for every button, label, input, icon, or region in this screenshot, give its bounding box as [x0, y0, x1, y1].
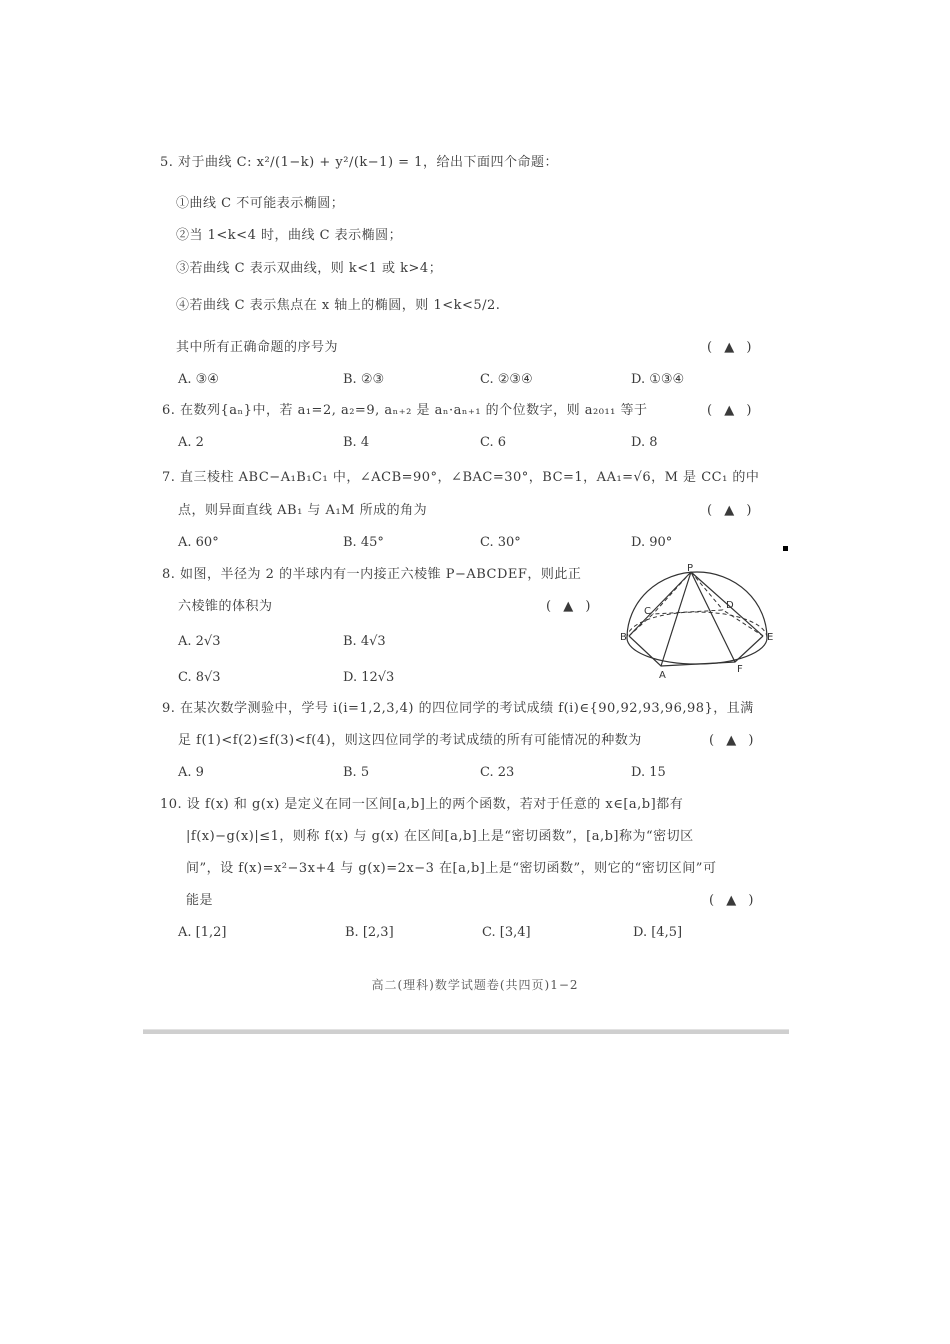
q5-prop-3: ③若曲线 C 表示双曲线，则 k<1 或 k>4；	[176, 261, 443, 276]
q10-stem-line-2: |f(x)−g(x)|≤1，则称 f(x) 与 g(x) 在区间[a,b]上是“密切函数”，[a,b]称为“密切区	[186, 829, 694, 844]
q5-option-d: D. ①③④	[631, 372, 685, 387]
q9-answer-mark: ( ▲ )	[709, 733, 754, 748]
q10-stem-line-3: 间”，设 f(x)=x²−3x+4 与 g(x)=2x−3 在[a,b]上是“密切函数”，则它的“密切区间”可	[186, 861, 717, 876]
q10-option-c: C. [3,4]	[482, 925, 531, 940]
hemisphere-pyramid-figure	[617, 562, 777, 680]
q8-option-a: A. 2√3	[178, 634, 221, 649]
q10-option-a: A. [1,2]	[178, 925, 227, 940]
q5-option-a: A. ③④	[178, 372, 219, 387]
q6-option-a: A. 2	[178, 435, 204, 450]
q6-stem: 6. 在数列{aₙ}中，若 a₁=2, a₂=9, aₙ₊₂ 是 aₙ·aₙ₊₁ 的个位数字，则 a₂₀₁₁ 等于	[162, 403, 648, 418]
q7-stem-line-2: 点，则异面直线 AB₁ 与 A₁M 所成的角为	[178, 503, 428, 518]
page-separator-rule	[143, 1029, 789, 1034]
q8-option-d: D. 12√3	[343, 670, 395, 685]
q9-option-d: D. 15	[631, 765, 666, 780]
q10-option-d: D. [4,5]	[633, 925, 683, 940]
q7-answer-mark: ( ▲ )	[707, 503, 752, 518]
q8-option-b: B. 4√3	[343, 634, 386, 649]
scan-speck	[783, 546, 788, 551]
q7-option-b: B. 45°	[343, 535, 384, 550]
q9-option-b: B. 5	[343, 765, 370, 780]
label-f: F	[737, 664, 743, 675]
q8-option-c: C. 8√3	[178, 670, 221, 685]
q5-stem: 5. 对于曲线 C: x²/(1−k) + y²/(k−1) = 1，给出下面四个命题：	[160, 155, 558, 170]
page-footer: 高二(理科)数学试题卷(共四页)1−2	[371, 978, 579, 992]
q9-option-c: C. 23	[480, 765, 515, 780]
q7-option-a: A. 60°	[178, 535, 219, 550]
q5-ask: 其中所有正确命题的序号为	[176, 340, 339, 355]
q5-answer-mark: ( ▲ )	[707, 340, 752, 355]
q7-option-c: C. 30°	[480, 535, 521, 550]
q5-prop-4: ④若曲线 C 表示焦点在 x 轴上的椭圆，则 1<k<5/2.	[176, 298, 501, 313]
q5-option-b: B. ②③	[343, 372, 385, 387]
q5-prop-1: ①曲线 C 不可能表示椭圆；	[176, 196, 345, 211]
q6-answer-mark: ( ▲ )	[707, 403, 752, 418]
q7-option-d: D. 90°	[631, 535, 673, 550]
label-e: E	[767, 632, 774, 643]
q9-stem-line-1: 9. 在某次数学测验中，学号 i(i=1,2,3,4) 的四位同学的考试成绩 f(i)∈{90,92,93,96,98}，且满	[162, 701, 754, 716]
q8-stem-line-2: 六棱锥的体积为	[178, 599, 273, 614]
label-d: D	[726, 600, 734, 611]
q6-option-b: B. 4	[343, 435, 370, 450]
q6-option-d: D. 8	[631, 435, 658, 450]
label-p: P	[687, 563, 694, 574]
label-a: A	[659, 670, 666, 680]
q10-stem-line-4: 能是	[186, 893, 214, 908]
q10-stem-line-1: 10. 设 f(x) 和 g(x) 是定义在同一区间[a,b]上的两个函数，若对于任意的 x∈[a,b]都有	[160, 797, 684, 812]
q8-answer-mark: ( ▲ )	[546, 599, 591, 614]
label-c: C	[644, 606, 651, 617]
q7-stem-line-1: 7. 直三棱柱 ABC−A₁B₁C₁ 中，∠ACB=90°，∠BAC=30°，BC=1，AA₁=√6，M 是 CC₁ 的中	[162, 470, 760, 485]
q10-option-b: B. [2,3]	[345, 925, 394, 940]
q5-option-c: C. ②③④	[480, 372, 533, 387]
label-b: B	[620, 632, 627, 643]
q9-stem-line-2: 足 f(1)<f(2)≤f(3)<f(4)，则这四位同学的考试成绩的所有可能情况的种数为	[178, 733, 642, 748]
q10-answer-mark: ( ▲ )	[709, 893, 754, 908]
q6-option-c: C. 6	[480, 435, 507, 450]
q9-option-a: A. 9	[178, 765, 204, 780]
q5-prop-2: ②当 1<k<4 时，曲线 C 表示椭圆；	[176, 228, 403, 243]
q8-stem-line-1: 8. 如图，半径为 2 的半球内有一内接正六棱锥 P−ABCDEF，则此正	[162, 567, 582, 582]
